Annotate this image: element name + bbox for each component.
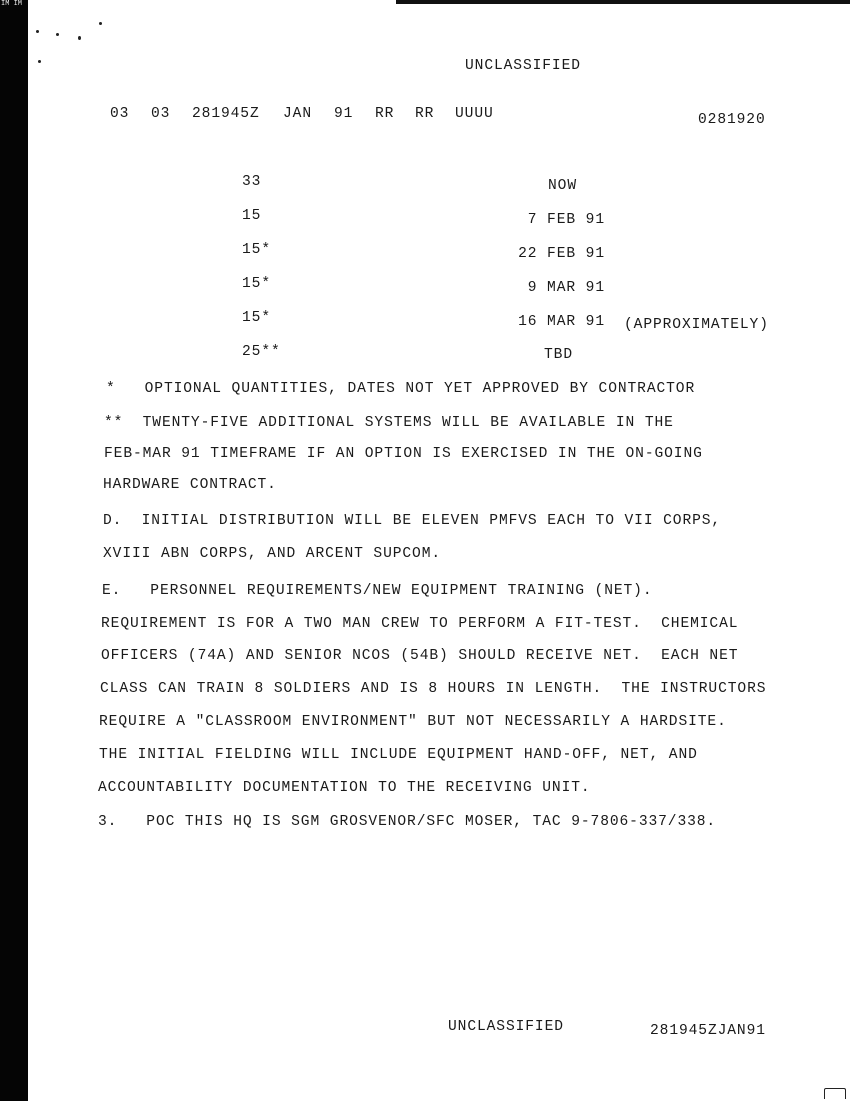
edge-marks: IM IM — [1, 0, 23, 8]
header-code: UUUU — [455, 106, 494, 122]
schedule-date: TBD — [544, 347, 573, 363]
body-line: CLASS CAN TRAIN 8 SOLDIERS AND IS 8 HOURS IN LENGTH. THE INSTRUCTORS — [100, 681, 767, 697]
body-line: 3. POC THIS HQ IS SGM GROSVENOR/SFC MOSER, TAC 9-7806-337/338. — [98, 814, 717, 830]
body-line: FEB-MAR 91 TIMEFRAME IF AN OPTION IS EXERCISED IN THE ON-GOING — [104, 446, 703, 462]
body-line: HARDWARE CONTRACT. — [103, 477, 277, 493]
speck — [36, 30, 39, 33]
header-rr-1: RR — [375, 106, 395, 122]
header-field-1: 03 — [110, 106, 130, 122]
schedule-qty: 15* — [242, 276, 271, 292]
body-line: ACCOUNTABILITY DOCUMENTATION TO THE RECEIVING UNIT. — [98, 780, 591, 796]
schedule-date: NOW — [548, 178, 577, 194]
speck — [78, 36, 81, 40]
body-line: XVIII ABN CORPS, AND ARCENT SUPCOM. — [103, 546, 442, 562]
body-line: D. INITIAL DISTRIBUTION WILL BE ELEVEN PMFVS EACH TO VII CORPS, — [103, 513, 722, 529]
schedule-qty: 15 — [242, 208, 262, 224]
top-rule — [396, 0, 850, 4]
body-line: ** TWENTY-FIVE ADDITIONAL SYSTEMS WILL BE AVAILABLE IN THE — [104, 415, 674, 431]
body-line: REQUIREMENT IS FOR A TWO MAN CREW TO PERFORM A FIT-TEST. CHEMICAL — [101, 616, 739, 632]
schedule-date: 7 FEB 91 — [527, 212, 605, 228]
corner-mark — [824, 1088, 846, 1099]
speck — [99, 22, 102, 25]
schedule-date: 16 MAR 91 — [518, 314, 605, 330]
body-line: * OPTIONAL QUANTITIES, DATES NOT YET APPROVED BY CONTRACTOR — [106, 381, 696, 397]
header-rr-2: RR — [415, 106, 435, 122]
scan-edge-bar — [0, 0, 28, 1101]
body-line: REQUIRE A "CLASSROOM ENVIRONMENT" BUT NOT NECESSARILY A HARDSITE. — [99, 714, 727, 730]
body-line: OFFICERS (74A) AND SENIOR NCOS (54B) SHOULD RECEIVE NET. EACH NET — [101, 648, 739, 664]
schedule-qty: 15* — [242, 242, 271, 258]
schedule-note: (APPROXIMATELY) — [624, 317, 769, 333]
schedule-qty: 25** — [242, 344, 281, 360]
classification-top: UNCLASSIFIED — [465, 58, 581, 74]
header-field-2: 03 — [151, 106, 171, 122]
header-dtg: 281945Z — [192, 106, 260, 122]
header-msg-id: 0281920 — [698, 112, 766, 128]
footer-dtg: 281945ZJAN91 — [650, 1023, 766, 1039]
schedule-qty: 33 — [242, 174, 262, 190]
schedule-date: 22 FEB 91 — [518, 246, 605, 262]
body-line: THE INITIAL FIELDING WILL INCLUDE EQUIPMENT HAND-OFF, NET, AND — [99, 747, 698, 763]
header-month: JAN — [283, 106, 312, 122]
header-year: 91 — [334, 106, 354, 122]
speck — [38, 60, 41, 63]
classification-bottom: UNCLASSIFIED — [448, 1019, 564, 1035]
body-line: E. PERSONNEL REQUIREMENTS/NEW EQUIPMENT TRAINING (NET). — [102, 583, 653, 599]
schedule-date: 9 MAR 91 — [527, 280, 605, 296]
schedule-qty: 15* — [242, 310, 271, 326]
speck — [56, 33, 59, 36]
